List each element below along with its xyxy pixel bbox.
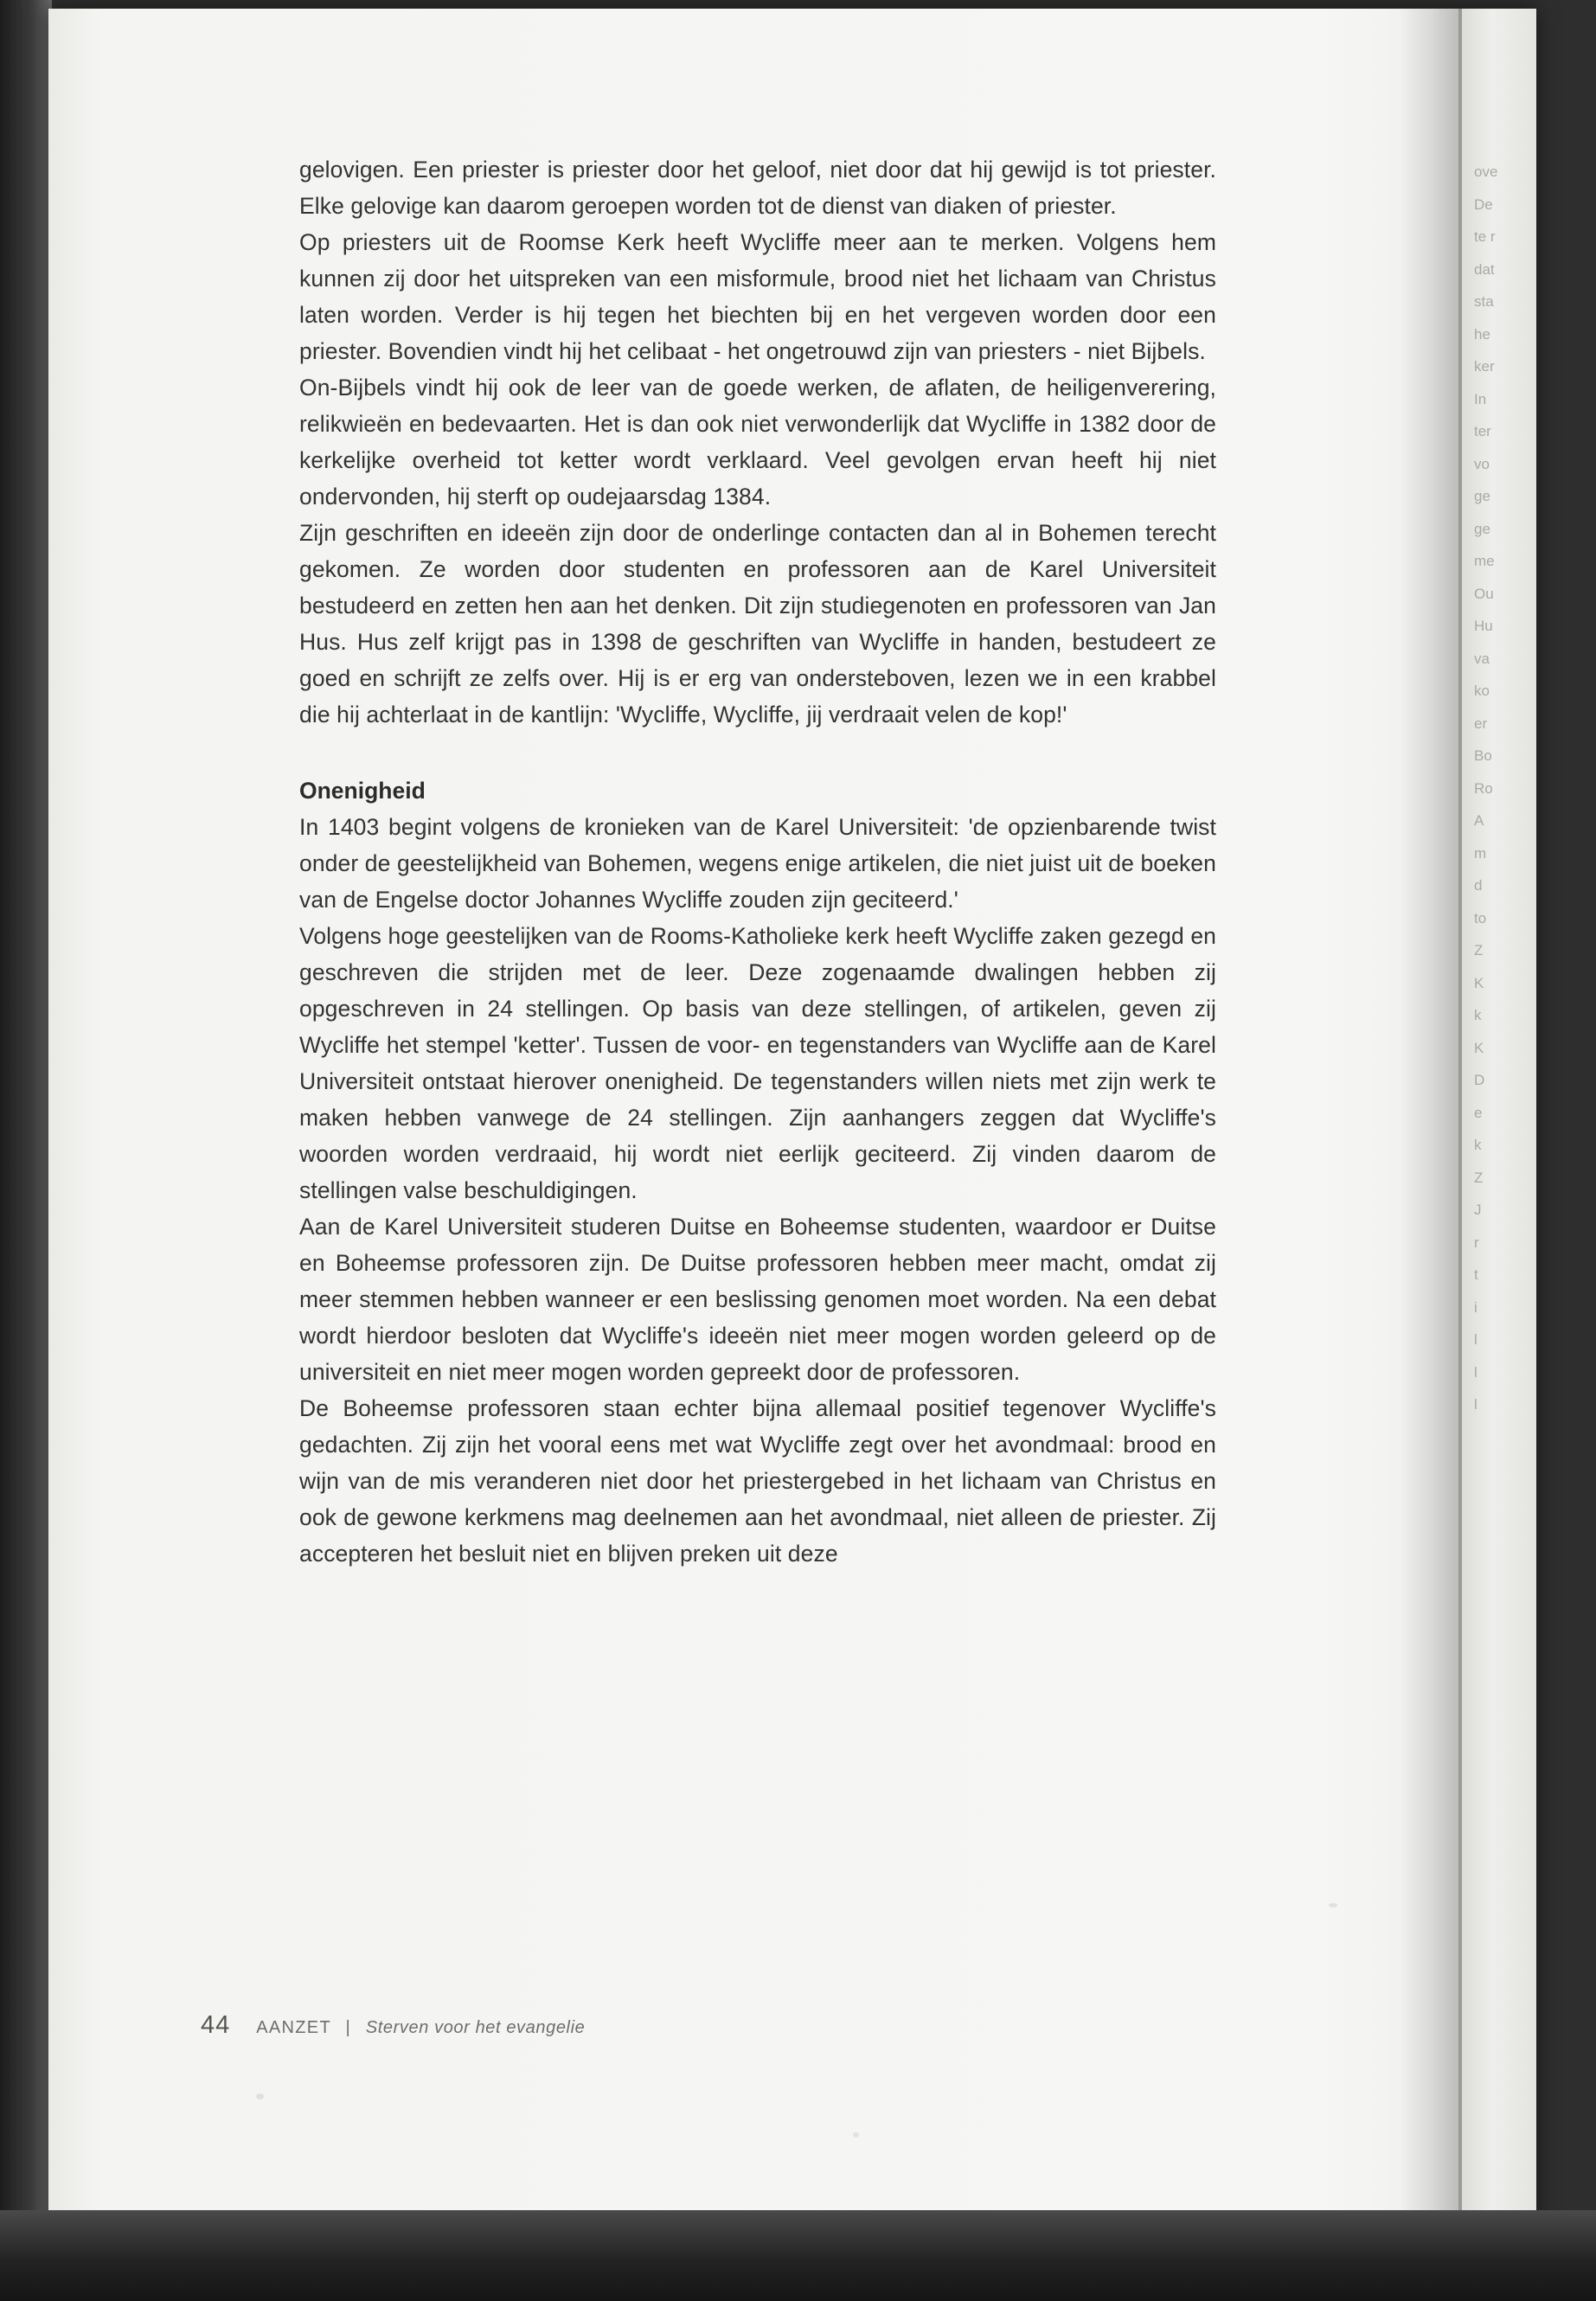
facing-line: va [1474, 650, 1490, 667]
facing-line: to [1474, 909, 1487, 926]
paragraph: Zijn geschriften en ideeën zijn door de onderlinge contacten dan al in Bohemen terecht gekomen. Ze worden door studenten en professoren aan de Karel Universiteit bestudeerd en zetten hen aan het denken. Dit zijn studiegenoten en professoren van Jan Hus. Hus zelf krijgt pas in 1398 de geschriften van Wycliffe in handen, bestudeert ze goed en schrijft ze zelfs over. Hij is er erg van ondersteboven, lezen we in een krabbel die hij achterlaat in de kantlijn: 'Wycliffe, Wycliffe, jij verdraait velen de kop!' [299, 520, 1216, 727]
facing-line: d [1474, 877, 1483, 894]
facing-line: J [1474, 1202, 1482, 1218]
facing-line: te r [1474, 228, 1496, 245]
facing-line: t [1474, 1266, 1478, 1283]
imprint-name: AANZET [256, 2018, 331, 2037]
paragraph: On-Bijbels vindt hij ook de leer van de goede werken, de aflaten, de heiligenverering, relikwieën en bedevaarten. Het is dan ook niet verwonderlijk dat Wycliffe in 1382 door de kerkelijke overheid tot ketter wordt verklaard. Veel gevolgen ervan heeft hij niet ondervonden, hij sterft op oudejaarsdag 1384. [299, 375, 1216, 510]
facing-line: Z [1474, 942, 1484, 958]
paragraph: gelovigen. Een priester is priester door het geloof, niet door dat hij gewijd is tot priester. Elke gelovige kan daarom geroepen worden tot de dienst van diaken of priester. [299, 157, 1216, 219]
facing-page-text [1474, 156, 1526, 1421]
facing-line: l [1474, 1396, 1477, 1413]
facing-line: vo [1474, 455, 1490, 472]
paper-speck [853, 2132, 859, 2138]
paragraph: Volgens hoge geestelijken van de Rooms-Katholieke kerk heeft Wycliffe zaken gezegd en geschreven die strijden met de leer. Deze zogenaamde dwalingen hebben zij opgeschreven in 24 stellingen. Op basis van deze stellingen, of artikelen, geven zij Wycliffe het stempel 'ketter'. Tussen de voor- en tegenstanders van Wycliffe aan de Karel Universiteit ontstaat hierover onenigheid. De tegenstanders willen niets met zijn werk te maken hebben vanwege de 24 stellingen. Zijn aanhangers zeggen dat Wycliffe's woorden worden verdraaid, hij wordt niet eerlijk geciteerd. Zij vinden daarom de stellingen valse beschuldigingen. [299, 923, 1216, 1203]
paper-speck [256, 2093, 264, 2099]
page-footer [201, 2011, 585, 2040]
paragraph: Aan de Karel Universiteit studeren Duitse en Boheemse studenten, waardoor er Duitse en Boheemse professoren zijn. De Duitse professoren hebben meer macht, omdat zij meer stemmen hebben wanneer er een beslissing genomen moet worden. Na een debat wordt hierdoor besloten dat Wycliffe's ideeën niet meer mogen worden geleerd op de universiteit en niet meer mogen worden gepreekt door de professoren. [299, 1214, 1216, 1385]
book-title: Sterven voor het evangelie [365, 2018, 586, 2037]
paragraph: In 1403 begint volgens de kronieken van de Karel Universiteit: 'de opzienbarende twist onder de geestelijkheid van Bohemen, wegens enige artikelen, die niet juist uit de boeken van de Engelse doctor Johannes Wycliffe zouden zijn geciteerd.' [299, 814, 1216, 913]
facing-line: me [1474, 553, 1495, 569]
facing-line: l [1474, 1363, 1477, 1381]
page-text-column [299, 151, 1216, 1572]
book-page [48, 9, 1536, 2232]
facing-line: ker [1474, 358, 1495, 375]
facing-line: sta [1474, 293, 1494, 310]
facing-line: er [1474, 715, 1488, 732]
facing-line: ter [1474, 423, 1491, 439]
facing-line: ko [1474, 683, 1490, 699]
page-number: 44 [201, 2011, 231, 2039]
facing-line: Ou [1474, 585, 1494, 602]
footer-imprint [256, 2018, 585, 2038]
facing-page-strip [1462, 9, 1536, 2232]
facing-line: r [1474, 1234, 1479, 1251]
section-heading: Onenigheid [299, 778, 426, 804]
facing-line: ge [1474, 488, 1490, 504]
page-gutter-shadow [1398, 9, 1460, 2232]
facing-line: In [1474, 390, 1487, 407]
facing-line: he [1474, 325, 1490, 343]
facing-line: A [1474, 812, 1484, 829]
facing-line: Ro [1474, 779, 1493, 797]
facing-line: m [1474, 844, 1487, 862]
paper-speck [1329, 1903, 1337, 1907]
facing-line: D [1474, 1072, 1485, 1088]
facing-line: Z [1474, 1169, 1484, 1186]
facing-line: k [1474, 1137, 1482, 1153]
scan-edge-bottom [0, 2210, 1596, 2301]
paragraph: Op priesters uit de Roomse Kerk heeft Wycliffe meer aan te merken. Volgens hem kunnen zij door het uitspreken van een misformule, brood niet het lichaam van Christus laten worden. Verder is hij tegen het biechten bij en het vergeven worden door een priester. Bovendien vindt hij het celibaat - het ongetrouwd zijn van priesters - niet Bijbels. [299, 229, 1216, 364]
facing-line: dat [1474, 260, 1495, 278]
paragraph: De Boheemse professoren staan echter bijna allemaal positief tegenover Wycliffe's gedachten. Zij zijn het vooral eens met wat Wycliffe zegt over het avondmaal: brood en wijn van de mis veranderen niet door het priestergebed in het lichaam van Christus en ook de gewone kerkmens mag deelnemen aan het avondmaal, niet alleen de priester. Zij accepteren het besluit niet en blijven preken uit deze [299, 1395, 1216, 1567]
facing-line: Bo [1474, 747, 1492, 764]
facing-line: Hu [1474, 618, 1493, 634]
facing-line: i [1474, 1298, 1477, 1316]
facing-line: De [1474, 195, 1493, 213]
facing-line: K [1474, 974, 1484, 991]
scan-edge-left [0, 0, 52, 2301]
facing-line: ge [1474, 520, 1490, 537]
facing-line: ove [1474, 163, 1498, 180]
facing-line: e [1474, 1104, 1483, 1121]
facing-line: K [1474, 1039, 1484, 1056]
facing-line: l [1474, 1331, 1477, 1348]
footer-separator: | [345, 2018, 351, 2037]
facing-line: k [1474, 1007, 1482, 1023]
